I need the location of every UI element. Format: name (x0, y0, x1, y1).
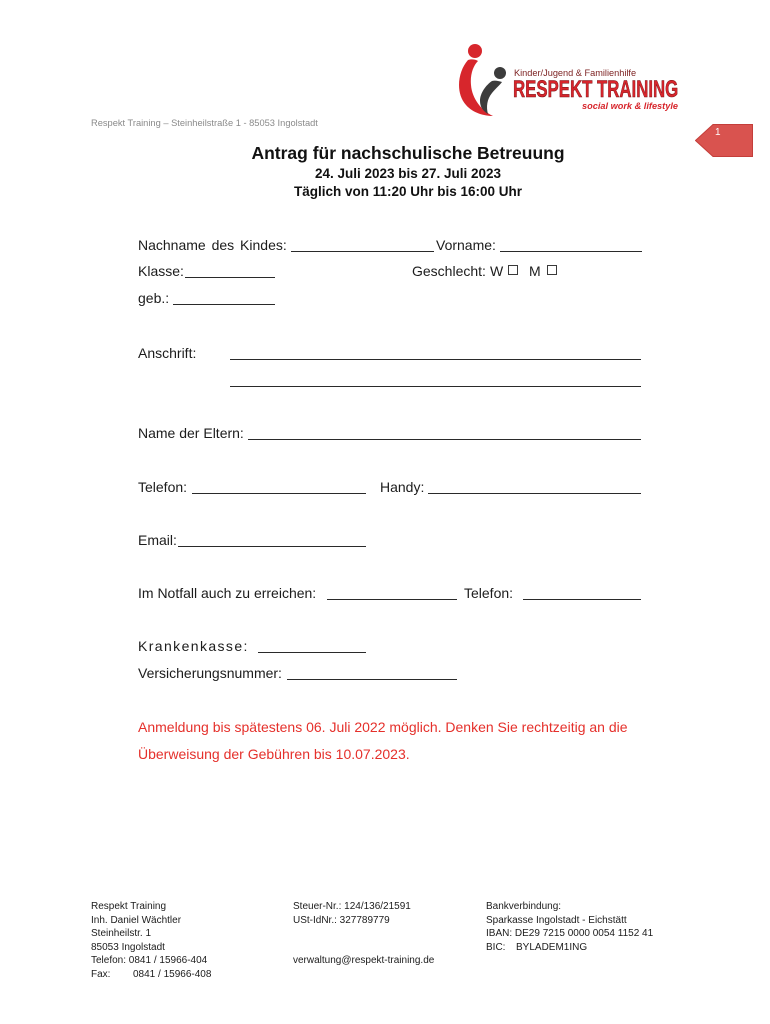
footer-tax-number: Steuer-Nr.: 124/136/21591 (293, 901, 411, 912)
anschrift-label: Anschrift: (138, 345, 197, 361)
geschlecht-option-m-label: M (529, 263, 541, 279)
anschrift-field-line-1[interactable] (230, 343, 641, 360)
footer-company-phone: Telefon: 0841 / 15966-404 (91, 955, 208, 966)
footer-vat-id: USt-IdNr.: 327789779 (293, 914, 390, 926)
logo-tagline-bottom: social work & lifestyle (582, 101, 678, 111)
fee-transfer-notice: Überweisung der Gebühren bis 10.07.2023. (138, 746, 410, 762)
versicherungsnummer-field[interactable] (287, 663, 457, 680)
krankenkasse-field[interactable] (258, 636, 366, 653)
telefon-label: Telefon: (138, 479, 188, 495)
footer-bank-heading: Bankverbindung: (486, 901, 562, 912)
geschlecht-w-checkbox[interactable] (508, 265, 518, 275)
email-field[interactable] (178, 530, 366, 547)
footer-bic-label: BIC: (486, 941, 506, 953)
footer-iban: IBAN: DE29 7215 0000 0054 1152 41 (486, 928, 654, 939)
geschlecht-label: Geschlecht: (412, 263, 486, 279)
form-title: Antrag für nachschulische Betreuung (251, 143, 565, 163)
handy-label: Handy: (380, 479, 425, 495)
versicherungsnummer-label: Versicherungsnummer: (138, 665, 282, 681)
geschlecht-m-checkbox[interactable] (547, 265, 557, 275)
logo-red-head-shape (468, 44, 482, 58)
vorname-label: Vorname: (436, 237, 496, 253)
footer-fax-label: Fax: (91, 968, 111, 980)
klasse-field[interactable] (185, 261, 275, 278)
logo-brand-name: RESPEKT TRAINING (513, 76, 679, 103)
form-date-range: 24. Juli 2023 bis 27. Juli 2023 (314, 166, 502, 181)
geb-label: geb.: (138, 290, 170, 306)
notfall-label: Im Notfall auch zu erreichen: (138, 585, 317, 601)
footer-fax-number: 0841 / 15966-408 (133, 968, 212, 980)
eltern-label: Name der Eltern: (138, 425, 244, 441)
logo-gray-body-shape (480, 81, 502, 114)
eltern-field[interactable] (248, 423, 641, 440)
nachname-field[interactable] (291, 235, 434, 252)
email-label: Email: (138, 532, 177, 548)
footer-company-owner: Inh. Daniel Wächtler (91, 914, 182, 926)
notfall-telefon-field[interactable] (523, 583, 641, 600)
anschrift-field-line-2[interactable] (230, 370, 641, 387)
notfall-telefon-label: Telefon: (464, 585, 514, 601)
krankenkasse-label: Krankenkasse: (138, 638, 249, 654)
vorname-field[interactable] (500, 235, 642, 252)
header-address-line: Respekt Training – Steinheilstraße 1 - 85053 Ingolstadt (91, 118, 318, 128)
footer-bic-value: BYLADEM1ING (516, 941, 588, 953)
geschlecht-option-w-label: W (490, 263, 504, 279)
footer-company-name: Respekt Training (91, 901, 167, 912)
footer-company-city: 85053 Ingolstadt (91, 941, 165, 953)
klasse-label: Klasse: (138, 263, 184, 279)
form-daily-hours: Täglich von 11:20 Uhr bis 16:00 Uhr (293, 184, 523, 199)
telefon-field[interactable] (192, 477, 366, 494)
footer-company-street: Steinheilstr. 1 (91, 928, 152, 939)
registration-deadline-notice: Anmeldung bis spätestens 06. Juli 2022 möglich. Denken Sie rechtzeitig an die (138, 719, 628, 735)
handy-field[interactable] (428, 477, 641, 494)
page-marker-label: 1 (715, 127, 721, 138)
notfall-field[interactable] (327, 583, 457, 600)
geb-field[interactable] (173, 288, 275, 305)
nachname-label: Nachname des Kindes: (138, 237, 287, 253)
respekt-logo-icon (456, 41, 516, 117)
logo-tagline-top: Kinder/Jugend & Familienhilfe (514, 68, 637, 78)
footer-email: verwaltung@respekt-training.de (293, 955, 435, 966)
footer-bank-name: Sparkasse Ingolstadt - Eichstätt (486, 914, 627, 926)
logo-gray-head-shape (494, 67, 506, 79)
